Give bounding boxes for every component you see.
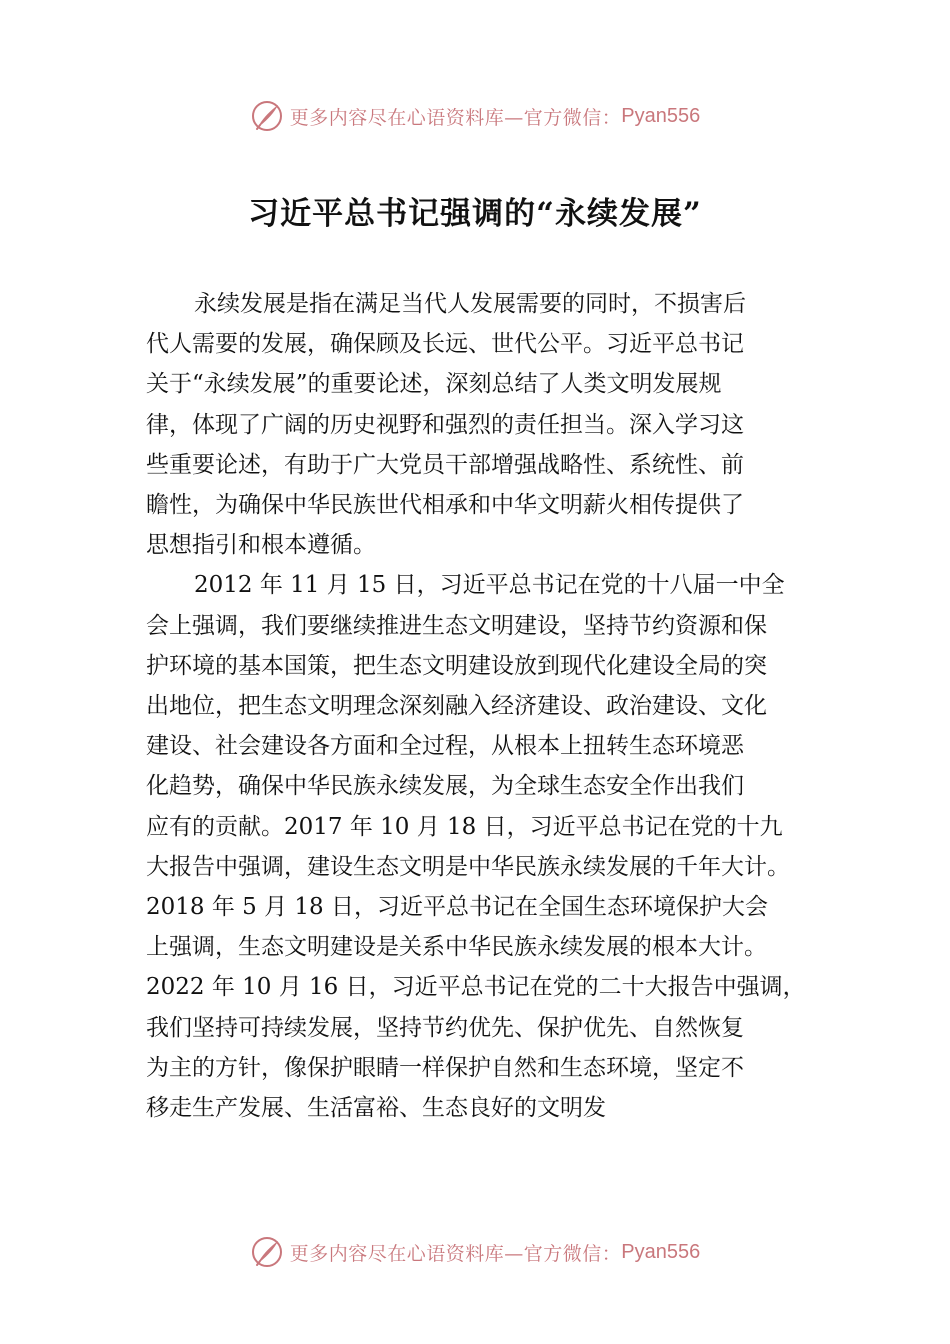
document-title: 习近平总书记强调的“永续发展” [248, 196, 702, 232]
body-line: 移走生产发展、生活富裕、生态良好的文明发 [146, 1095, 606, 1122]
body-line: 化趋势，确保中华民族永续发展，为全球生态安全作出我们 [146, 773, 744, 800]
body-line: 思想指引和根本遵循。 [146, 532, 376, 559]
body-line: 2018 年 5 月 18 日，习近平总书记在全国生态环境保护大会 [146, 894, 768, 921]
quill-logo-icon [250, 1235, 284, 1269]
body-line: 2012 年 11 月 15 日，习近平总书记在党的十八届一中全 [194, 572, 785, 599]
body-line: 些重要论述，有助于广大党员干部增强战略性、系统性、前 [146, 451, 744, 478]
body-line: 代人需要的发展，确保顾及长远、世代公平。习近平总书记 [146, 331, 744, 358]
body-line: 上强调，生态文明建设是关系中华民族永续发展的根本大计。 [146, 934, 767, 961]
body-line: 瞻性，为确保中华民族世代相承和中华文明薪火相传提供了 [146, 492, 744, 519]
banner-wechat-id: Pyan556 [621, 1240, 701, 1263]
body-line: 关于“永续发展”的重要论述，深刻总结了人类文明发展规 [146, 371, 722, 398]
banner-text: 更多内容尽在心语资料库—官方微信： [289, 106, 622, 129]
body-line: 会上强调，我们要继续推进生态文明建设，坚持节约资源和保 [146, 612, 767, 639]
body-line: 建设、社会建设各方面和全过程，从根本上扭转生态环境恶 [146, 733, 744, 760]
body-line: 2022 年 10 月 16 日，习近平总书记在党的二十大报告中强调， [146, 974, 806, 1001]
body-line: 永续发展是指在满足当代人发展需要的同时，不损害后 [194, 291, 746, 317]
document-body [146, 284, 846, 1128]
body-line: 为主的方针，像保护眼睛一样保护自然和生态环境，坚定不 [146, 1054, 744, 1081]
banner-text: 更多内容尽在心语资料库—官方微信： [289, 1242, 622, 1265]
footer-banner [0, 1232, 950, 1272]
body-line: 出地位，把生态文明理念深刻融入经济建设、政治建设、文化 [146, 693, 767, 720]
header-banner [0, 96, 950, 136]
body-line: 律，体现了广阔的历史视野和强烈的责任担当。深入学习这 [146, 411, 744, 438]
quill-logo-icon [250, 99, 284, 133]
banner-wechat-id: Pyan556 [621, 104, 701, 127]
body-line: 大报告中强调，建设生态文明是中华民族永续发展的千年大计。 [146, 853, 790, 880]
body-line: 我们坚持可持续发展，坚持节约优先、保护优先、自然恢复 [146, 1014, 744, 1041]
body-line: 应有的贡献。2017 年 10 月 18 日，习近平总书记在党的十九 [146, 813, 783, 840]
body-line: 护环境的基本国策，把生态文明建设放到现代化建设全局的突 [146, 652, 767, 679]
